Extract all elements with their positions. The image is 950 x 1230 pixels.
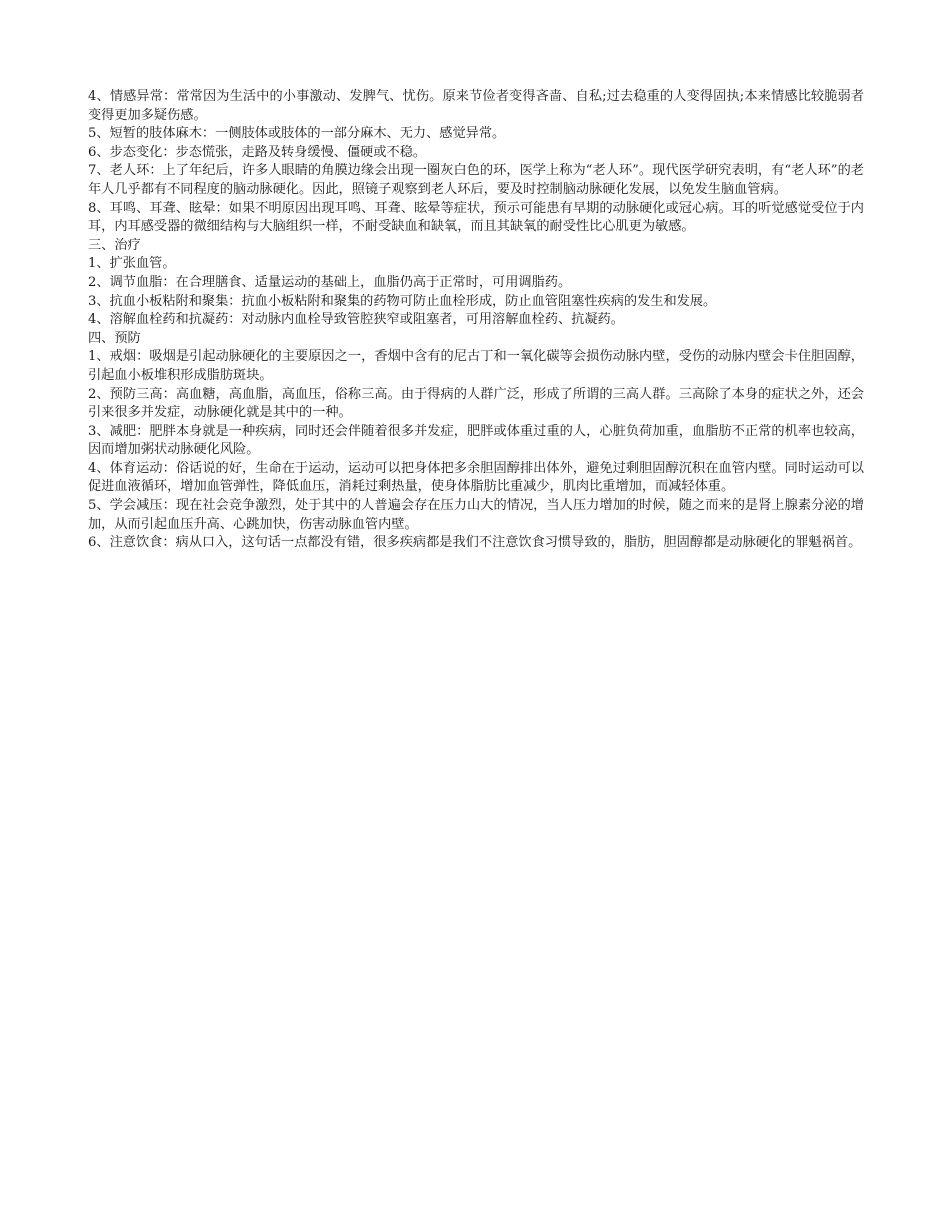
paragraph-prevention-2: 2、预防三高：高血糖，高血脂，高血压，俗称三高。由于得病的人群广泛，形成了所谓的三高人群。三高除了本身的症状之外，还会引来很多并发症，动脉硬化就是其中的一种。 xyxy=(88,386,864,421)
paragraph-prevention-4: 4、体育运动：俗话说的好，生命在于运动，运动可以把身体把多余胆固醇排出体外，避免过剩胆固醇沉积在血管内壁。同时运动可以促进血液循环，增加血管弹性，降低血压，消耗过剩热量，使身体脂肪比重减少，肌肉比重增加，而减轻体重。 xyxy=(88,460,864,495)
paragraph-symptom-4: 4、情感异常：常常因为生活中的小事激动、发脾气、忧伤。原来节俭者变得吝啬、自私;过去稳重的人变得固执;本来情感比较脆弱者变得更加多疑伤感。 xyxy=(88,89,864,123)
paragraph-symptom-6: 6、步态变化：步态慌张，走路及转身缓慢、僵硬或不稳。 xyxy=(88,144,427,160)
paragraph-symptom-8: 8、耳鸣、耳聋、眩晕：如果不明原因出现耳鸣、耳聋、眩晕等症状，预示可能患有早期的动脉硬化或冠心病。耳的听觉感觉受位于内耳，内耳感受器的微细结构与大脑组织一样，不耐受缺血和缺氧，而且其缺氧的耐受性比心肌更为敏感。 xyxy=(88,200,864,235)
paragraph-prevention-1: 1、戒烟：吸烟是引起动脉硬化的主要原因之一，香烟中含有的尼古丁和一氧化碳等会损伤动脉内壁，受伤的动脉内壁会卡住胆固醇，引起血小板堆积形成脂肪斑块。 xyxy=(88,349,864,383)
paragraph-prevention-6: 6、注意饮食：病从口入，这句话一点都没有错，很多疾病都是我们不注意饮食习惯导致的，脂肪，胆固醇都是动脉硬化的罪魁祸首。 xyxy=(88,535,862,551)
section-heading-prevention: 四、预防 xyxy=(88,330,141,346)
paragraph-symptom-7: 7、老人环：上了年纪后，许多人眼睛的角膜边缘会出现一圈灰白色的环，医学上称为“老人环”。现代医学研究表明，有“老人环”的老年人几乎都有不同程度的脑动脉硬化。因此，照镜子观察到老人环后，要及时控制脑动脉硬化发展，以免发生脑血管病。 xyxy=(88,163,864,197)
section-heading-treatment: 三、治疗 xyxy=(88,237,141,253)
paragraph-treatment-1: 1、扩张血管。 xyxy=(88,256,176,272)
paragraph-symptom-5: 5、短暂的肢体麻木：一侧肢体或肢体的一部分麻木、无力、感觉异常。 xyxy=(88,126,506,142)
paragraph-prevention-5: 5、学会减压：现在社会竞争激烈，处于其中的人普遍会存在压力山大的情况，当人压力增加的时候，随之而来的是肾上腺素分泌的增加，从而引起血压升高、心跳加快，伤害动脉血管内壁。 xyxy=(88,498,864,532)
document-page xyxy=(88,88,864,553)
paragraph-treatment-3: 3、抗血小板粘附和聚集：抗血小板粘附和聚集的药物可防止血栓形成，防止血管阻塞性疾病的发生和发展。 xyxy=(88,293,717,309)
paragraph-treatment-4: 4、溶解血栓药和抗凝药：对动脉内血栓导致管腔狭窄或阻塞者，可用溶解血栓药、抗凝药。 xyxy=(88,312,624,328)
paragraph-treatment-2: 2、调节血脂：在合理膳食、适量运动的基础上，血脂仍高于正常时，可用调脂药。 xyxy=(88,274,572,290)
paragraph-prevention-3: 3、减肥：肥胖本身就是一种疾病，同时还会伴随着很多并发症，肥胖或体重过重的人，心脏负荷加重，血脂肪不正常的机率也较高，因而增加粥状动脉硬化风险。 xyxy=(88,423,864,458)
